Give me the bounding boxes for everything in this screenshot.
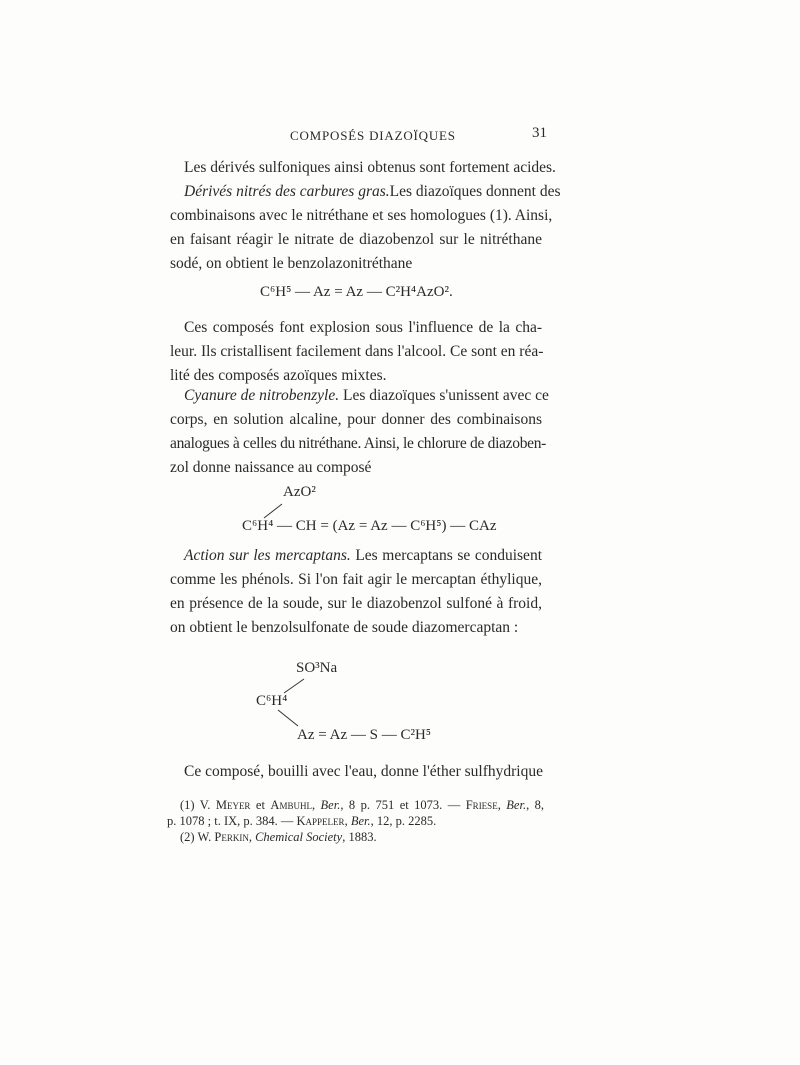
para3-line1: Ces composés font explosion sous l'influence de la cha-: [184, 319, 542, 336]
para2-line4: sodé, on obtient le benzolazonitréthane: [170, 255, 413, 272]
para2-line3: en faisant réagir le nitrate de diazobenzol sur le nitréthane: [170, 231, 542, 248]
para4-heading: Cyanure de nitrobenzyle.: [184, 387, 340, 404]
footnote-2: (2) W. Perkin, Chemical Society, 1883.: [180, 830, 377, 844]
fn1-text-a: (1) V.: [180, 798, 211, 812]
para6-line1: Ce composé, bouilli avec l'eau, donne l'éther sulfhydrique: [184, 763, 543, 780]
header-title: COMPOSÉS DIAZOÏQUES: [290, 128, 456, 143]
para5-line1: [184, 544, 542, 568]
fn1-text-b: et: [255, 798, 265, 812]
fn1-ref-ber-3: Ber.: [350, 814, 371, 828]
para3-line3: lité des composés azoïques mixtes.: [170, 367, 387, 384]
formula3-azo-chain: Az = Az — S — C²H⁵: [297, 727, 432, 743]
para4-line4: zol donne naissance au composé: [170, 459, 372, 476]
fn1-text-f: , 12, p. 2285.: [370, 814, 437, 828]
para4-line3: analogues à celles du nitréthane. Ainsi, le chlorure de diazoben-: [170, 435, 547, 452]
fn1-ref-ber-2: Ber.: [506, 798, 527, 812]
para2-heading: Dérivés nitrés des carbures gras.: [184, 183, 390, 200]
formula-benzolazonitrethane: C⁶H⁵ — Az = Az — C²H⁴AzO².: [260, 284, 453, 300]
fn1-author-kappeler: Kappeler: [296, 814, 345, 828]
fn1-ref-ber-1: Ber.: [320, 798, 341, 812]
para1-line1: Les dérivés sulfoniques ainsi obtenus sont fortement acides.: [184, 159, 556, 176]
footnote-1-line2: p. 1078 ; t. IX, p. 384. — Kappeler, Ber., 12, p. 2285.: [167, 814, 437, 828]
para4-line2: corps, en solution alcaline, pour donner des combinaisons: [170, 411, 542, 428]
para5-line1-rest: Les mercaptans se conduisent: [355, 547, 542, 564]
fn2-author-perkin: Perkin: [214, 830, 249, 844]
para5-heading: Action sur les mercaptans.: [184, 547, 351, 564]
formula2-main-chain: C⁶H⁴ — CH = (Az = Az — C⁶H⁵) — CAz: [242, 518, 497, 534]
para5-line2: comme les phénols. Si l'on fait agir le mercaptan éthylique,: [170, 571, 542, 588]
para2-line1-rest: Les diazoïques donnent des: [389, 183, 561, 200]
page-number: 31: [532, 125, 547, 141]
formula2-nitro-group: AzO²: [283, 484, 316, 500]
formula3-phenylene: C⁶H⁴: [256, 693, 288, 709]
fn1-author-meyer: Meyer: [215, 798, 251, 812]
footnote-1-line1: (1) V. Meyer et Ambuhl, Ber., 8 p. 751 et 1073. — Friese, Ber., 8,: [180, 798, 545, 812]
fn1-text-d: , 8,: [526, 798, 545, 812]
para2-line2: combinaisons avec le nitréthane et ses homologues (1). Ainsi,: [170, 207, 553, 224]
formula3-sulfonate-group: SO³Na: [296, 660, 338, 676]
fn1-text-c: , 8 p. 751 et 1073. —: [340, 798, 461, 812]
fn2-text-a: (2) W.: [180, 830, 212, 844]
fn1-author-friese: Friese: [465, 798, 498, 812]
fn2-ref-chemical-society: Chemical Society: [255, 830, 343, 844]
para4-line1-rest: Les diazoïques s'unissent avec ce: [342, 387, 549, 404]
formula3-bond-down: [276, 709, 300, 727]
fn2-text-b: , 1883.: [342, 830, 377, 844]
fn1-text-e: p. 1078 ; t. IX, p. 384. —: [167, 814, 294, 828]
para2-line1: [184, 180, 561, 204]
formula2-bond-line: [262, 503, 284, 519]
fn1-author-ambuhl: Ambuhl: [270, 798, 312, 812]
para3-line2: leur. Ils cristallisent facilement dans l'alcool. Ce sont en réa-: [170, 343, 544, 360]
para5-line4: on obtient le benzolsulfonate de soude diazomercaptan :: [170, 619, 519, 636]
para5-line3: en présence de la soude, sur le diazobenzol sulfoné à froid,: [170, 595, 542, 612]
formula3-bond-up: [282, 678, 306, 694]
para4-line1: [184, 384, 549, 408]
